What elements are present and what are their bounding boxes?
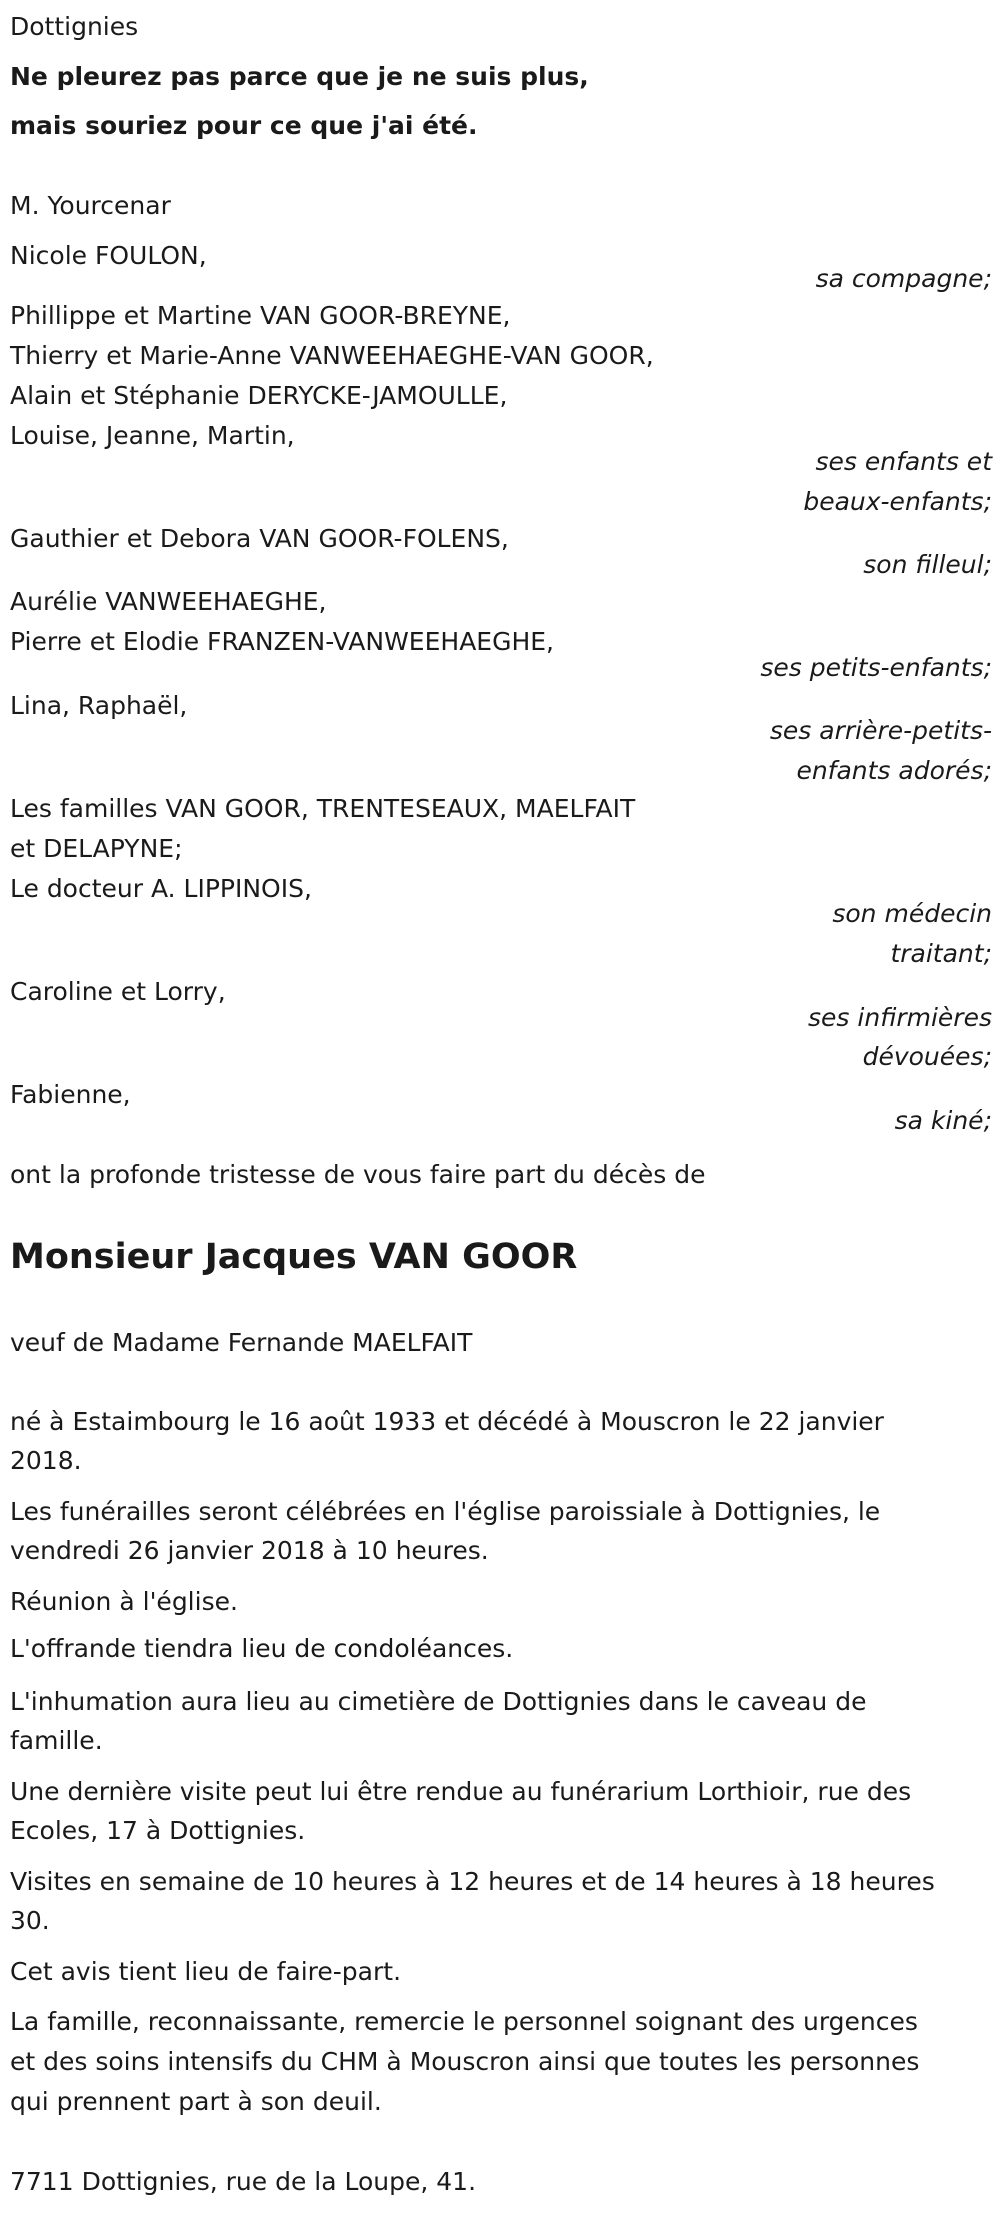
detail-birth-death: 2018. <box>10 1446 82 1475</box>
detail-visit-hours: 30. <box>10 1906 50 1935</box>
mourner-relation: enfants adorés; <box>796 756 992 785</box>
location-header: Dottignies <box>10 12 139 41</box>
mourner-relation: beaux-enfants; <box>803 487 992 516</box>
mourner-name: Les familles VAN GOOR, TRENTESEAUX, MAELFAIT <box>10 794 636 823</box>
mourner-relation: son médecin <box>832 899 992 928</box>
mourner-name: Thierry et Marie-Anne VANWEEHAEGHE-VAN GOOR, <box>10 341 654 370</box>
mourner-relation: ses enfants et <box>815 447 992 476</box>
mourner-relation: son filleul; <box>863 550 992 579</box>
mourner-relation: ses petits-enfants; <box>760 653 992 682</box>
detail-funeral: Les funérailles seront célébrées en l'église paroissiale à Dottignies, le <box>10 1497 881 1526</box>
detail-birth-death: né à Estaimbourg le 16 août 1933 et décédé à Mouscron le 22 janvier <box>10 1407 884 1436</box>
mourner-name: Aurélie VANWEEHAEGHE, <box>10 587 327 616</box>
detail-notice: Cet avis tient lieu de faire-part. <box>10 1957 402 1986</box>
quote-author: M. Yourcenar <box>10 191 171 220</box>
detail-visit: Ecoles, 17 à Dottignies. <box>10 1816 306 1845</box>
mourner-name: et DELAPYNE; <box>10 834 183 863</box>
detail-burial: famille. <box>10 1726 103 1755</box>
quote-line-2: mais souriez pour ce que j'ai été. <box>10 111 478 140</box>
detail-offering: L'offrande tiendra lieu de condoléances. <box>10 1634 514 1663</box>
quote-line-1: Ne pleurez pas parce que je ne suis plus, <box>10 62 589 91</box>
detail-thanks: La famille, reconnaissante, remercie le personnel soignant des urgences <box>10 2007 918 2036</box>
mourner-relation: sa kiné; <box>894 1106 992 1135</box>
widower-of: veuf de Madame Fernande MAELFAIT <box>10 1328 473 1357</box>
mourner-name: Le docteur A. LIPPINOIS, <box>10 874 312 903</box>
mourner-name: Lina, Raphaël, <box>10 691 188 720</box>
mourner-name: Alain et Stéphanie DERYCKE-JAMOULLE, <box>10 381 508 410</box>
mourner-name: Gauthier et Debora VAN GOOR-FOLENS, <box>10 524 509 553</box>
deceased-name: Monsieur Jacques VAN GOOR <box>10 1237 578 1277</box>
mourner-name: Nicole FOULON, <box>10 241 207 270</box>
mourner-relation: dévouées; <box>862 1042 992 1071</box>
detail-burial: L'inhumation aura lieu au cimetière de Dottignies dans le caveau de <box>10 1687 867 1716</box>
mourner-name: Louise, Jeanne, Martin, <box>10 421 295 450</box>
detail-thanks: qui prennent part à son deuil. <box>10 2087 382 2116</box>
detail-visit-hours: Visites en semaine de 10 heures à 12 heures et de 14 heures à 18 heures <box>10 1867 935 1896</box>
detail-thanks: et des soins intensifs du CHM à Mouscron ainsi que toutes les personnes <box>10 2047 920 2076</box>
mourner-relation: ses arrière-petits- <box>769 716 992 745</box>
mourner-name: Pierre et Elodie FRANZEN-VANWEEHAEGHE, <box>10 627 555 656</box>
mourner-name: Phillippe et Martine VAN GOOR-BREYNE, <box>10 301 511 330</box>
detail-visit: Une dernière visite peut lui être rendue au funérarium Lorthioir, rue des <box>10 1777 912 1806</box>
detail-meeting: Réunion à l'église. <box>10 1587 238 1616</box>
detail-funeral: vendredi 26 janvier 2018 à 10 heures. <box>10 1536 489 1565</box>
mourner-relation: sa compagne; <box>815 264 992 293</box>
address: 7711 Dottignies, rue de la Loupe, 41. <box>10 2167 477 2196</box>
announcement: ont la profonde tristesse de vous faire part du décès de <box>10 1160 706 1189</box>
mourner-relation: ses infirmières <box>808 1003 992 1032</box>
mourner-name: Fabienne, <box>10 1080 131 1109</box>
mourner-relation: traitant; <box>890 939 992 968</box>
mourner-name: Caroline et Lorry, <box>10 977 226 1006</box>
